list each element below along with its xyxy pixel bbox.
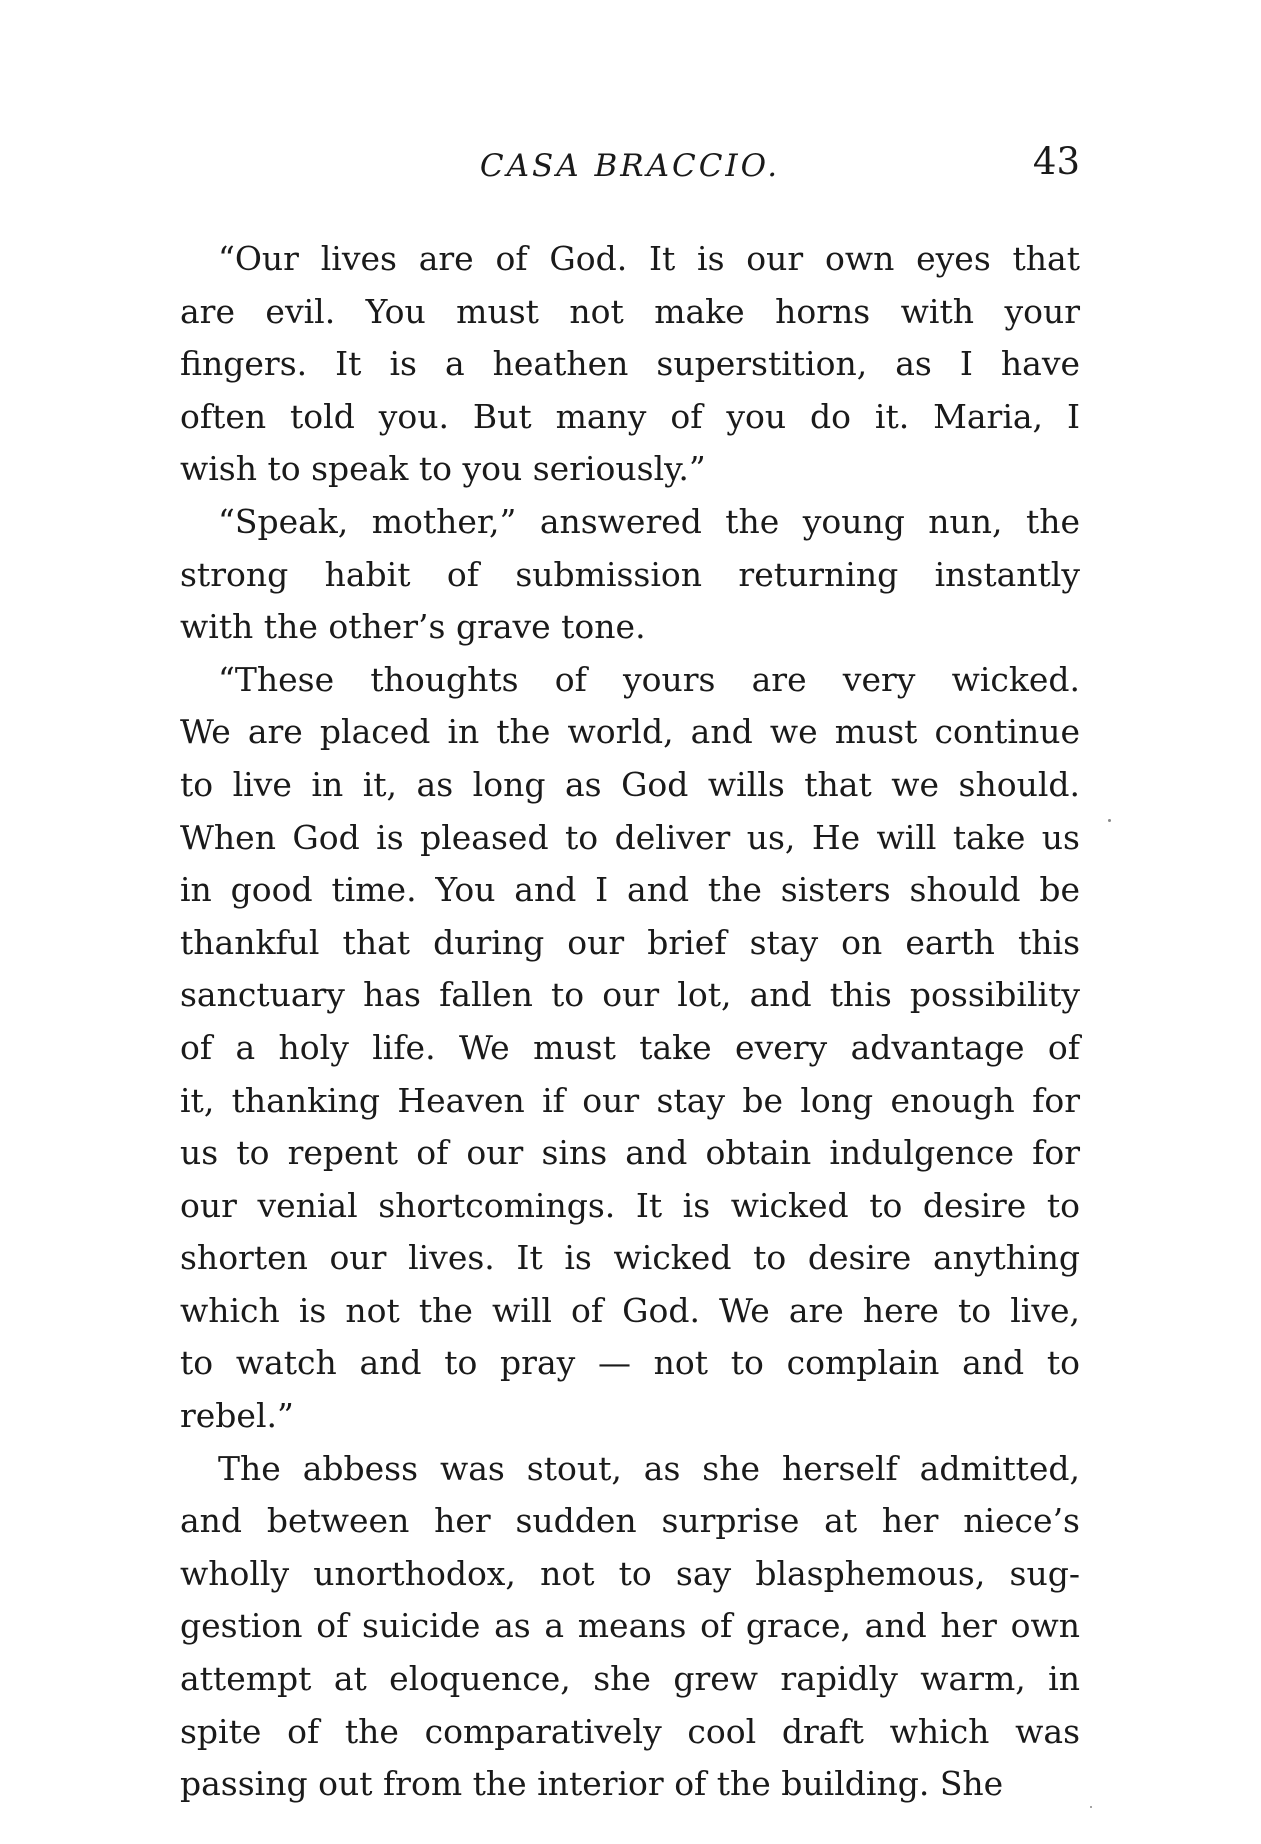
text-line: in good time. You and I and the sisters should be	[180, 870, 1080, 910]
text-line: gestion of suicide as a means of grace, and her own	[180, 1606, 1080, 1646]
text-line: We are placed in the world, and we must continue	[180, 712, 1080, 752]
text-line: sanctuary has fallen to our lot, and this possibility	[180, 975, 1080, 1015]
text-line: of a holy life. We must take every advantage of	[180, 1027, 1080, 1067]
paragraph	[180, 654, 1080, 1443]
text-line: The abbess was stout, as she herself admitted,	[218, 1448, 1080, 1488]
text-line: which is not the will of God. We are here to live,	[180, 1290, 1080, 1330]
page-number: 43	[1032, 140, 1080, 183]
text-line: shorten our lives. It is wicked to desire anything	[180, 1238, 1080, 1278]
text-line: and between her sudden surprise at her niece’s	[180, 1501, 1080, 1541]
paragraph	[180, 1443, 1080, 1811]
text-line: passing out from the interior of the building. She	[180, 1764, 1004, 1804]
text-line: spite of the comparatively cool draft which was	[180, 1711, 1080, 1751]
text-line: “These thoughts of yours are very wicked.	[218, 659, 1080, 699]
text-line: thankful that during our brief stay on earth this	[180, 922, 1080, 962]
paragraph	[180, 233, 1080, 496]
text-line: to watch and to pray — not to complain and to rebel.”	[180, 1343, 1080, 1436]
text-line: it, thanking Heaven if our stay be long enough for	[180, 1080, 1080, 1120]
text-line: attempt at eloquence, she grew rapidly warm, in	[180, 1659, 1080, 1699]
text-line: us to repent of our sins and obtain indulgence for	[180, 1133, 1080, 1173]
text-line: our venial shortcomings. It is wicked to desire to	[180, 1185, 1080, 1225]
scan-speck	[1108, 819, 1111, 822]
scan-speck	[1090, 1806, 1092, 1808]
running-head	[180, 140, 1080, 190]
text-line: fingers. It is a heathen superstition, as I have	[180, 344, 1080, 384]
text-line: are evil. You must not make horns with your	[180, 291, 1080, 331]
running-title: CASA BRACCIO.	[479, 148, 781, 184]
text-line: wish to speak to you seriously.”	[180, 449, 706, 489]
text-line: strong habit of submission returning instantly	[180, 554, 1080, 594]
text-line: often told you. But many of you do it. Maria, I	[180, 396, 1080, 436]
text-line: “Our lives are of God. It is our own eyes that	[218, 239, 1080, 278]
text-line: to live in it, as long as God wills that we should.	[180, 764, 1080, 804]
book-page	[180, 0, 1080, 1844]
body-text	[180, 233, 1080, 1811]
text-line: When God is pleased to deliver us, He will take us	[180, 817, 1080, 857]
paragraph	[180, 496, 1080, 654]
text-line: wholly unorthodox, not to say blasphemous, sug-	[180, 1553, 1080, 1593]
text-line: with the other’s grave tone.	[180, 607, 646, 647]
text-line: “Speak, mother,” answered the young nun, the	[218, 501, 1080, 541]
